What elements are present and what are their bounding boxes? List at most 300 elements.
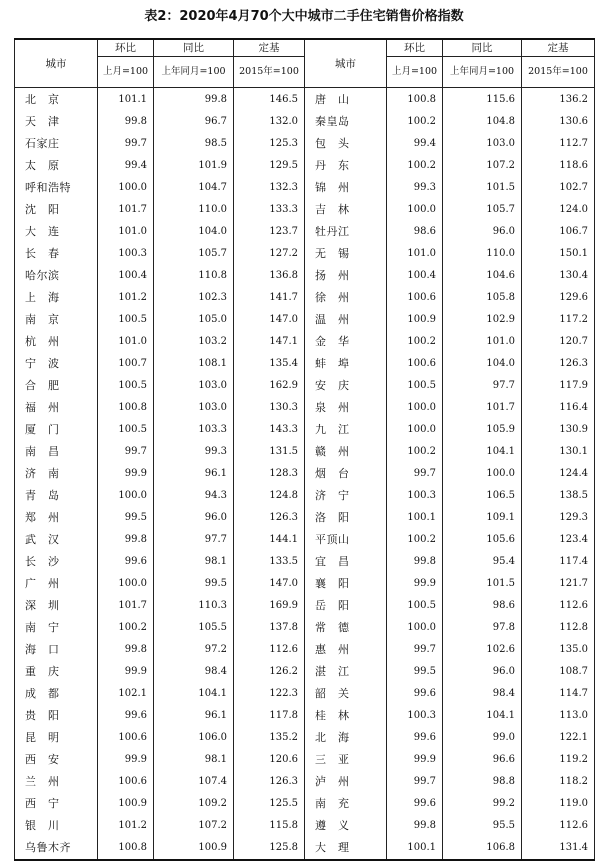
base-right-cell: 126.3 [522,353,595,375]
base-left-cell: 125.3 [234,133,305,155]
table-row [15,177,595,199]
yoy-right-cell: 99.2 [443,793,522,815]
mom-left-cell: 102.1 [98,683,154,705]
base-left-cell: 135.2 [234,727,305,749]
city-right-cell: 泸 州 [305,771,387,793]
table-body [15,88,595,861]
base-right-cell: 130.4 [522,265,595,287]
yoy-left-cell: 104.1 [154,683,234,705]
mom-right-cell: 99.7 [387,771,443,793]
yoy-left-cell: 104.0 [154,221,234,243]
base-right-cell: 117.4 [522,551,595,573]
yoy-right-cell: 97.8 [443,617,522,639]
base-right-cell: 138.5 [522,485,595,507]
base-header-right: 定基 [522,39,595,57]
base-left-cell: 136.8 [234,265,305,287]
yoy-left-cell: 105.0 [154,309,234,331]
base-left-cell: 147.0 [234,573,305,595]
table-row [15,617,595,639]
city-left-cell: 福 州 [15,397,98,419]
yoy-left-cell: 104.7 [154,177,234,199]
base-left-cell: 112.6 [234,639,305,661]
base-right-cell: 122.1 [522,727,595,749]
mom-left-cell: 100.2 [98,617,154,639]
mom-right-cell: 100.1 [387,837,443,860]
city-left-cell: 宁 波 [15,353,98,375]
city-left-cell: 海 口 [15,639,98,661]
base-left-cell: 147.0 [234,309,305,331]
city-header-right: 城市 [305,39,387,88]
mom-right-cell: 99.8 [387,551,443,573]
mom-right-cell: 99.9 [387,749,443,771]
mom-left-cell: 100.0 [98,177,154,199]
table-row [15,441,595,463]
mom-right-cell: 99.7 [387,463,443,485]
mom-right-cell: 99.5 [387,661,443,683]
city-left-cell: 重 庆 [15,661,98,683]
base-left-cell: 126.2 [234,661,305,683]
base-right-cell: 130.1 [522,441,595,463]
city-left-cell: 济 南 [15,463,98,485]
mom-right-cell: 100.2 [387,441,443,463]
base-right-cell: 116.4 [522,397,595,419]
city-right-cell: 洛 阳 [305,507,387,529]
city-right-cell: 湛 江 [305,661,387,683]
mom-left-cell: 99.8 [98,111,154,133]
yoy-left-cell: 101.9 [154,155,234,177]
city-right-cell: 徐 州 [305,287,387,309]
base-right-cell: 118.2 [522,771,595,793]
yoy-right-cell: 115.6 [443,88,522,112]
base-left-cell: 128.3 [234,463,305,485]
city-right-cell: 常 德 [305,617,387,639]
mom-left-cell: 99.8 [98,529,154,551]
base-left-cell: 122.3 [234,683,305,705]
base-left-cell: 115.8 [234,815,305,837]
yoy-right-cell: 101.7 [443,397,522,419]
base-right-cell: 118.6 [522,155,595,177]
city-right-cell: 岳 阳 [305,595,387,617]
mom-right-cell: 100.5 [387,375,443,397]
price-index-table [14,38,595,861]
base-left-cell: 125.5 [234,793,305,815]
city-right-cell: 金 华 [305,331,387,353]
mom-sub-left: 上月=100 [98,57,154,88]
city-left-cell: 贵 阳 [15,705,98,727]
yoy-right-cell: 101.5 [443,573,522,595]
city-left-cell: 西 安 [15,749,98,771]
mom-right-cell: 100.0 [387,617,443,639]
base-left-cell: 129.5 [234,155,305,177]
yoy-left-cell: 110.0 [154,199,234,221]
yoy-right-cell: 98.4 [443,683,522,705]
mom-left-cell: 100.5 [98,309,154,331]
base-left-cell: 126.3 [234,771,305,793]
yoy-left-cell: 96.0 [154,507,234,529]
table-row [15,375,595,397]
yoy-left-cell: 105.7 [154,243,234,265]
yoy-left-cell: 109.2 [154,793,234,815]
yoy-left-cell: 102.3 [154,287,234,309]
base-left-cell: 137.8 [234,617,305,639]
mom-left-cell: 99.4 [98,155,154,177]
table-row [15,199,595,221]
mom-left-cell: 101.1 [98,88,154,112]
base-right-cell: 124.4 [522,463,595,485]
yoy-left-cell: 103.2 [154,331,234,353]
city-right-cell: 安 庆 [305,375,387,397]
city-left-cell: 长 沙 [15,551,98,573]
table-row [15,309,595,331]
base-left-cell: 143.3 [234,419,305,441]
mom-left-cell: 100.0 [98,573,154,595]
mom-right-cell: 100.3 [387,705,443,727]
base-left-cell: 133.5 [234,551,305,573]
yoy-right-cell: 105.8 [443,287,522,309]
base-left-cell: 162.9 [234,375,305,397]
table-row [15,639,595,661]
mom-left-cell: 101.2 [98,287,154,309]
mom-right-cell: 100.6 [387,353,443,375]
yoy-left-cell: 98.5 [154,133,234,155]
base-left-cell: 169.9 [234,595,305,617]
city-left-cell: 青 岛 [15,485,98,507]
base-right-cell: 135.0 [522,639,595,661]
mom-right-cell: 100.8 [387,88,443,112]
city-right-cell: 锦 州 [305,177,387,199]
base-right-cell: 108.7 [522,661,595,683]
city-right-cell: 赣 州 [305,441,387,463]
yoy-right-cell: 105.6 [443,529,522,551]
city-left-cell: 乌鲁木齐 [15,837,98,860]
yoy-right-cell: 95.5 [443,815,522,837]
city-left-cell: 杭 州 [15,331,98,353]
yoy-left-cell: 97.7 [154,529,234,551]
city-left-cell: 武 汉 [15,529,98,551]
mom-left-cell: 100.8 [98,397,154,419]
city-right-cell: 蚌 埠 [305,353,387,375]
base-right-cell: 130.9 [522,419,595,441]
city-right-cell: 扬 州 [305,265,387,287]
city-right-cell: 温 州 [305,309,387,331]
mom-left-cell: 100.6 [98,771,154,793]
base-left-cell: 130.3 [234,397,305,419]
base-right-cell: 130.6 [522,111,595,133]
base-right-cell: 117.2 [522,309,595,331]
yoy-right-cell: 104.8 [443,111,522,133]
yoy-left-cell: 106.0 [154,727,234,749]
base-right-cell: 106.7 [522,221,595,243]
yoy-right-cell: 104.1 [443,705,522,727]
yoy-right-cell: 102.9 [443,309,522,331]
yoy-left-cell: 99.5 [154,573,234,595]
base-sub-right: 2015年=100 [522,57,595,88]
base-right-cell: 112.6 [522,815,595,837]
mom-right-cell: 99.6 [387,727,443,749]
table-row [15,705,595,727]
base-right-cell: 119.0 [522,793,595,815]
mom-left-cell: 100.4 [98,265,154,287]
mom-right-cell: 98.6 [387,221,443,243]
base-right-cell: 119.2 [522,749,595,771]
yoy-left-cell: 96.1 [154,705,234,727]
base-left-cell: 117.8 [234,705,305,727]
mom-left-cell: 99.6 [98,551,154,573]
mom-left-cell: 99.6 [98,705,154,727]
base-right-cell: 131.4 [522,837,595,860]
mom-right-cell: 100.2 [387,529,443,551]
base-header-left: 定基 [234,39,305,57]
city-left-cell: 深 圳 [15,595,98,617]
city-right-cell: 平顶山 [305,529,387,551]
mom-left-cell: 101.7 [98,595,154,617]
base-left-cell: 120.6 [234,749,305,771]
mom-left-cell: 100.5 [98,375,154,397]
base-right-cell: 112.6 [522,595,595,617]
mom-right-cell: 100.5 [387,595,443,617]
yoy-left-cell: 96.7 [154,111,234,133]
mom-left-cell: 100.8 [98,837,154,860]
base-right-cell: 129.3 [522,507,595,529]
city-right-cell: 烟 台 [305,463,387,485]
table-row [15,793,595,815]
base-right-cell: 120.7 [522,331,595,353]
mom-right-cell: 99.8 [387,815,443,837]
table-row [15,573,595,595]
city-right-cell: 丹 东 [305,155,387,177]
yoy-left-cell: 96.1 [154,463,234,485]
yoy-right-cell: 106.5 [443,485,522,507]
mom-left-cell: 99.9 [98,749,154,771]
city-right-cell: 桂 林 [305,705,387,727]
yoy-left-cell: 103.0 [154,375,234,397]
mom-left-cell: 100.3 [98,243,154,265]
table-row [15,331,595,353]
base-left-cell: 127.2 [234,243,305,265]
yoy-right-cell: 104.1 [443,441,522,463]
city-left-cell: 厦 门 [15,419,98,441]
base-right-cell: 112.7 [522,133,595,155]
city-left-cell: 西 宁 [15,793,98,815]
yoy-left-cell: 110.3 [154,595,234,617]
mom-right-cell: 100.4 [387,265,443,287]
yoy-sub-left: 上年同月=100 [154,57,234,88]
yoy-right-cell: 106.8 [443,837,522,860]
yoy-left-cell: 110.8 [154,265,234,287]
yoy-left-cell: 98.1 [154,749,234,771]
city-header-left: 城市 [15,39,98,88]
yoy-right-cell: 103.0 [443,133,522,155]
yoy-right-cell: 102.6 [443,639,522,661]
city-left-cell: 南 宁 [15,617,98,639]
yoy-left-cell: 98.1 [154,551,234,573]
city-left-cell: 南 京 [15,309,98,331]
table-row [15,463,595,485]
city-left-cell: 太 原 [15,155,98,177]
yoy-left-cell: 100.9 [154,837,234,860]
mom-header-left: 环比 [98,39,154,57]
city-left-cell: 沈 阳 [15,199,98,221]
yoy-left-cell: 108.1 [154,353,234,375]
city-right-cell: 泉 州 [305,397,387,419]
yoy-header-left: 同比 [154,39,234,57]
yoy-right-cell: 98.8 [443,771,522,793]
mom-left-cell: 99.8 [98,639,154,661]
mom-left-cell: 100.5 [98,419,154,441]
city-left-cell: 上 海 [15,287,98,309]
mom-right-cell: 100.0 [387,419,443,441]
mom-left-cell: 101.0 [98,331,154,353]
mom-right-cell: 100.2 [387,155,443,177]
mom-right-cell: 99.3 [387,177,443,199]
yoy-left-cell: 94.3 [154,485,234,507]
mom-right-cell: 100.2 [387,331,443,353]
yoy-right-cell: 98.6 [443,595,522,617]
base-right-cell: 121.7 [522,573,595,595]
base-left-cell: 124.8 [234,485,305,507]
city-right-cell: 大 理 [305,837,387,860]
table-row [15,287,595,309]
yoy-header-right: 同比 [443,39,522,57]
mom-right-cell: 100.0 [387,199,443,221]
mom-right-cell: 99.6 [387,683,443,705]
table-row [15,771,595,793]
table-row [15,837,595,860]
table-row [15,88,595,112]
table-row [15,419,595,441]
city-right-cell: 无 锡 [305,243,387,265]
mom-left-cell: 100.6 [98,727,154,749]
mom-header-right: 环比 [387,39,443,57]
base-left-cell: 123.7 [234,221,305,243]
yoy-left-cell: 98.4 [154,661,234,683]
table-row [15,529,595,551]
base-left-cell: 147.1 [234,331,305,353]
city-right-cell: 九 江 [305,419,387,441]
city-left-cell: 北 京 [15,88,98,112]
base-left-cell: 132.0 [234,111,305,133]
yoy-right-cell: 100.0 [443,463,522,485]
table-title: 表2：2020年4月70个大中城市二手住宅销售价格指数 [144,9,464,24]
city-right-cell: 包 头 [305,133,387,155]
base-right-cell: 123.4 [522,529,595,551]
mom-left-cell: 99.5 [98,507,154,529]
city-right-cell: 牡丹江 [305,221,387,243]
city-left-cell: 石家庄 [15,133,98,155]
yoy-right-cell: 95.4 [443,551,522,573]
table-row [15,551,595,573]
yoy-right-cell: 101.5 [443,177,522,199]
mom-right-cell: 99.7 [387,639,443,661]
city-left-cell: 呼和浩特 [15,177,98,199]
city-right-cell: 吉 林 [305,199,387,221]
yoy-right-cell: 105.7 [443,199,522,221]
city-left-cell: 郑 州 [15,507,98,529]
table-row [15,243,595,265]
base-left-cell: 131.5 [234,441,305,463]
city-left-cell: 广 州 [15,573,98,595]
mom-right-cell: 100.3 [387,485,443,507]
yoy-left-cell: 97.2 [154,639,234,661]
mom-right-cell: 100.0 [387,397,443,419]
base-sub-left: 2015年=100 [234,57,305,88]
city-left-cell: 昆 明 [15,727,98,749]
base-left-cell: 144.1 [234,529,305,551]
city-right-cell: 南 充 [305,793,387,815]
city-right-cell: 宜 昌 [305,551,387,573]
mom-left-cell: 101.0 [98,221,154,243]
yoy-right-cell: 99.0 [443,727,522,749]
yoy-right-cell: 96.0 [443,661,522,683]
base-right-cell: 150.1 [522,243,595,265]
mom-right-cell: 101.0 [387,243,443,265]
base-left-cell: 125.8 [234,837,305,860]
city-left-cell: 兰 州 [15,771,98,793]
city-right-cell: 北 海 [305,727,387,749]
yoy-right-cell: 107.2 [443,155,522,177]
mom-left-cell: 100.0 [98,485,154,507]
mom-left-cell: 99.9 [98,463,154,485]
base-left-cell: 141.7 [234,287,305,309]
base-right-cell: 129.6 [522,287,595,309]
city-left-cell: 银 川 [15,815,98,837]
yoy-sub-right: 上年同月=100 [443,57,522,88]
yoy-left-cell: 107.2 [154,815,234,837]
yoy-right-cell: 109.1 [443,507,522,529]
base-left-cell: 146.5 [234,88,305,112]
mom-right-cell: 99.9 [387,573,443,595]
table-row [15,683,595,705]
city-left-cell: 南 昌 [15,441,98,463]
yoy-right-cell: 96.0 [443,221,522,243]
city-right-cell: 秦皇岛 [305,111,387,133]
city-left-cell: 大 连 [15,221,98,243]
city-right-cell: 遵 义 [305,815,387,837]
city-right-cell: 三 亚 [305,749,387,771]
yoy-right-cell: 104.0 [443,353,522,375]
city-left-cell: 哈尔滨 [15,265,98,287]
mom-right-cell: 100.6 [387,287,443,309]
city-left-cell: 天 津 [15,111,98,133]
city-left-cell: 成 都 [15,683,98,705]
city-right-cell: 惠 州 [305,639,387,661]
table-row [15,265,595,287]
base-right-cell: 113.0 [522,705,595,727]
mom-right-cell: 100.2 [387,111,443,133]
yoy-left-cell: 105.5 [154,617,234,639]
table-row [15,507,595,529]
table-row [15,815,595,837]
yoy-left-cell: 103.3 [154,419,234,441]
mom-left-cell: 99.7 [98,133,154,155]
mom-left-cell: 100.9 [98,793,154,815]
city-right-cell: 韶 关 [305,683,387,705]
table-row [15,397,595,419]
base-right-cell: 117.9 [522,375,595,397]
city-right-cell: 唐 山 [305,88,387,112]
mom-right-cell: 99.6 [387,793,443,815]
yoy-left-cell: 107.4 [154,771,234,793]
yoy-left-cell: 99.3 [154,441,234,463]
mom-left-cell: 99.7 [98,441,154,463]
city-left-cell: 合 肥 [15,375,98,397]
table-row [15,727,595,749]
table-row [15,133,595,155]
city-left-cell: 长 春 [15,243,98,265]
base-right-cell: 112.8 [522,617,595,639]
base-left-cell: 135.4 [234,353,305,375]
yoy-right-cell: 105.9 [443,419,522,441]
